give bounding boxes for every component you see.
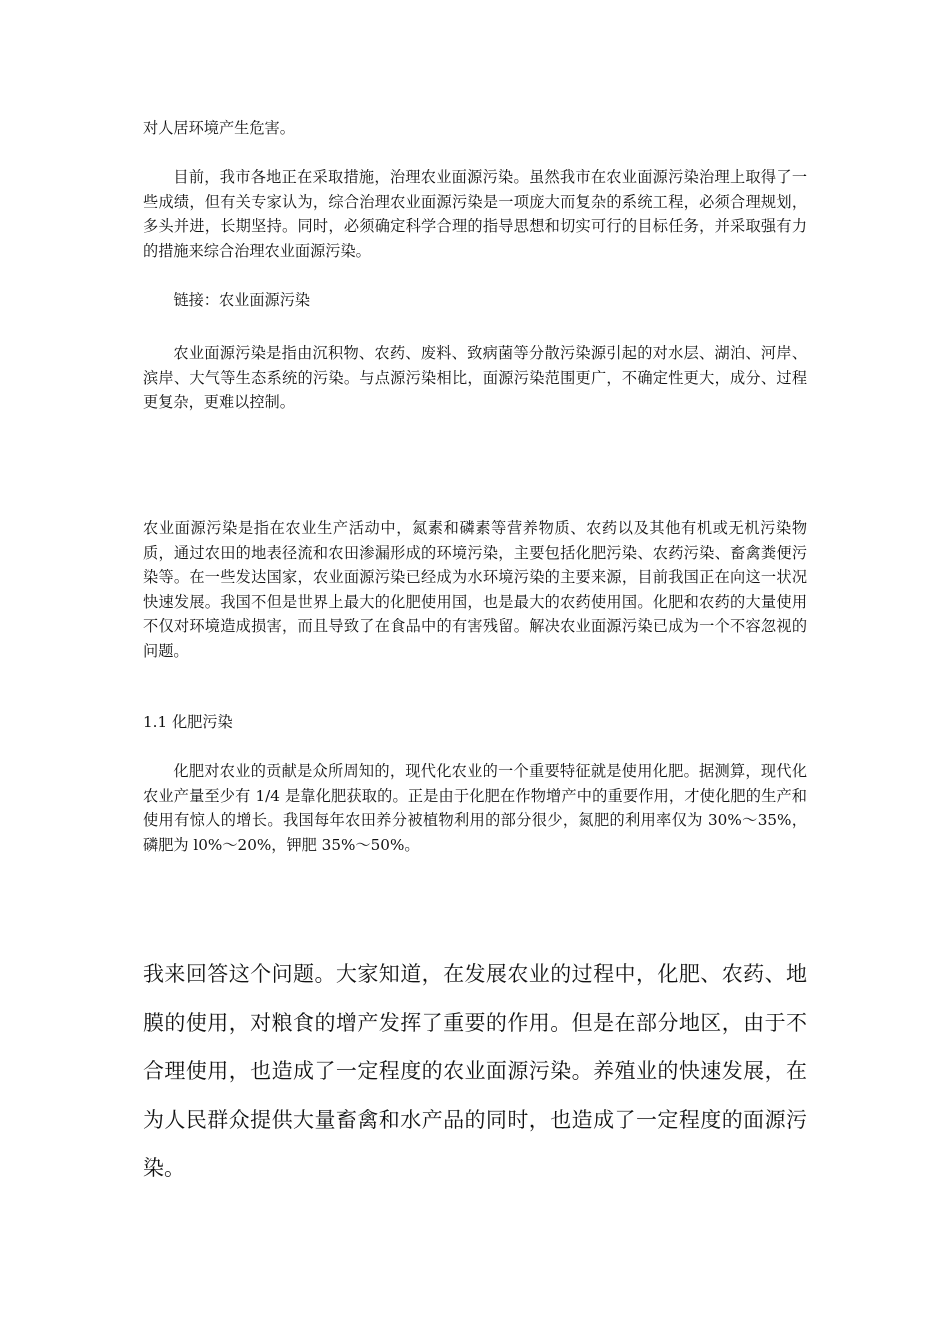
paragraph-answer: 我来回答这个问题。大家知道，在发展农业的过程中，化肥、农药、地膜的使用，对粮食的增产发挥了重要的作用。但是在部分地区，由于不合理使用，也造成了一定程度的农业面源污染。养殖业的快速发展，在为人民群众提供大量畜禽和水产品的同时，也造成了一定程度的面源污染。 [143,962,807,1180]
paragraph-nonpoint-definition: 农业面源污染是指由沉积物、农药、废料、致病菌等分散污染源引起的对水层、湖泊、河岸、滨岸、大气等生态系统的污染。与点源污染相比，面源污染范围更广，不确定性更大，成分、过程更复杂，更难以控制。 [143,344,807,411]
paragraph-fertilizer-contribution: 化肥对农业的贡献是众所周知的，现代化农业的一个重要特征就是使用化肥。据测算，现代化农业产量至少有 1/4 是靠化肥获取的。正是由于化肥在作物增产中的重要作用，才使化肥的生产和使用有惊人的增长。我国每年农田养分被植物利用的部分很少，氮肥的利用率仅为 30%～35%，磷肥为 l0%～20%，钾肥 35%～50%。 [143,762,807,854]
section-heading-fertilizer-pollution: 1.1 化肥污染 [143,713,233,731]
paragraph-link-label: 链接：农业面源污染 [173,291,311,309]
paragraph-agricultural-pollution-overview: 农业面源污染是指在农业生产活动中，氮素和磷素等营养物质、农药以及其他有机或无机污染物质，通过农田的地表径流和农田渗漏形成的环境污染，主要包括化肥污染、农药污染、畜禽粪便污染等。在一些发达国家，农业面源污染已经成为水环境污染的主要来源，目前我国正在向这一状况快速发展。我国不但是世界上最大的化肥使用国，也是最大的农药使用国。化肥和农药的大量使用不仅对环境造成损害，而且导致了在食品中的有害残留。解决农业面源污染已成为一个不容忽视的问题。 [143,519,807,660]
paragraph-current-measures: 目前，我市各地正在采取措施，治理农业面源污染。虽然我市在农业面源污染治理上取得了一些成绩，但有关专家认为，综合治理农业面源污染是一项庞大而复杂的系统工程，必须合理规划，多头并进，长期坚持。同时，必须确定科学合理的指导思想和切实可行的目标任务，并采取强有力的措施来综合治理农业面源污染。 [143,168,807,260]
paragraph-harm-to-living-environment: 对人居环境产生危害。 [143,119,295,137]
